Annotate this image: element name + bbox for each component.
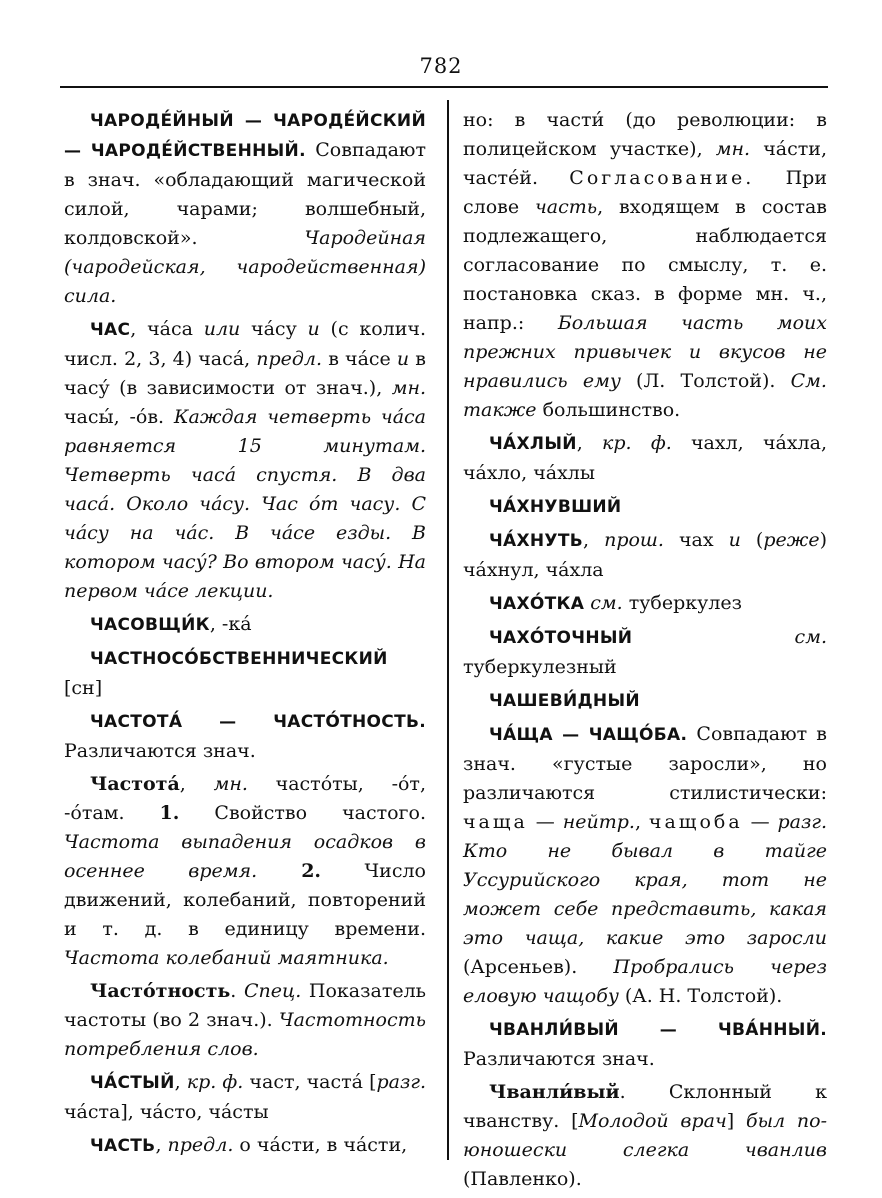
text: (Арсеньев).: [463, 956, 614, 978]
text: ,: [576, 432, 603, 454]
headword: ЧА́СТЫЙ: [90, 1073, 175, 1093]
spaced-label: Согласование.: [569, 167, 755, 189]
example: Частотность потребления слов.: [64, 1009, 426, 1060]
text: в ча́се: [322, 348, 397, 370]
text: Различаются знач.: [64, 740, 256, 762]
entry-chvanlivy: [463, 1015, 827, 1074]
entry-chastota: [64, 707, 426, 766]
text: Различаются знач.: [463, 1048, 655, 1070]
entry-chascha: [463, 720, 827, 1011]
text: большинство.: [536, 399, 681, 421]
entry-chast: [64, 1131, 426, 1161]
column-divider: [447, 100, 449, 1160]
label: см.: [632, 626, 827, 648]
entry-chas: [64, 315, 426, 606]
label: реже: [763, 529, 820, 551]
text: но: в части́ (до революции: в полицейском участке),: [463, 109, 827, 160]
label: нейтр.: [562, 811, 635, 833]
label: и: [307, 318, 320, 340]
example: Пробрались через еловую чащобу: [463, 956, 827, 1007]
headword: ЧА́ХНУВШИЙ: [489, 497, 622, 517]
headword: ЧА́ХНУТЬ: [489, 531, 583, 551]
spaced-word: чаща: [463, 811, 528, 833]
text: ча́су: [240, 318, 308, 340]
example: Частота выпадения осадков в осеннее время.: [64, 831, 426, 882]
text: —: [742, 811, 778, 833]
example: был по-юношески слегка чванлив: [463, 1110, 827, 1161]
sense-number: 2.: [257, 860, 322, 882]
label: мн.: [715, 138, 751, 160]
headword: ЧАСТНОСО́БСТВЕННИЧЕСКИЙ: [90, 649, 388, 669]
left-column: [64, 106, 426, 1165]
label: или: [203, 318, 241, 340]
label: предл.: [256, 348, 323, 370]
headword: ЧАС: [90, 320, 131, 340]
text: туберкулез: [622, 592, 742, 614]
subheadword: Чванли́вый: [489, 1081, 620, 1103]
entry-chashevidny: [463, 686, 827, 716]
text: ,: [583, 529, 605, 551]
text: , -ка́: [209, 613, 252, 635]
label: кр. ф.: [602, 432, 672, 454]
example: Каждая четверть ча́са равняется 15 минутам. Четверть часа́ спустя. В два часа́. Около ча́су. Час о́т часу. С ча́су на ча́с. В ча́се езды. В котором часу́? Во втором часу́. На первом ча́се лекции.: [64, 406, 426, 602]
text: (А. Н. Толстой).: [618, 985, 783, 1007]
entry-chasovshik: [64, 610, 426, 640]
entry-chasty: [64, 1068, 426, 1127]
text: част, часта́ [: [243, 1071, 377, 1093]
label: см.: [584, 592, 623, 614]
example: Молодой врач: [578, 1110, 727, 1132]
entry-chakhnuvshy: [463, 492, 827, 522]
label: предл.: [167, 1134, 234, 1156]
definition: Совпадают в знач. «обладающий магической силой, чарами; волшебный, колдовской».: [64, 139, 426, 249]
entry-chastnosob: [64, 644, 426, 703]
headword: ЧА́ХЛЫЙ: [489, 434, 577, 454]
text: —: [527, 811, 563, 833]
text: ) ча́хнул, ча́хла: [463, 529, 828, 581]
example: Чародейная (чародейская, чародейственная) сила.: [64, 227, 426, 307]
entry-chakhotochny: [463, 623, 827, 682]
text: ,: [179, 773, 214, 795]
text: в часу́ (в зависимости от знач.),: [64, 348, 426, 399]
entry-chakhnut: [463, 526, 827, 585]
page-number: 782: [419, 54, 463, 78]
sense-number: 1.: [159, 802, 180, 824]
entry-chastotnost-def: [64, 977, 426, 1064]
spaced-word: чащоба: [648, 811, 743, 833]
label: мн.: [391, 377, 426, 399]
entry-chastota-def: [64, 770, 426, 973]
label: прош.: [604, 529, 664, 551]
headword: ЧВАНЛИ́ВЫЙ — ЧВА́ННЫЙ.: [489, 1020, 827, 1040]
subheadword: Частота́: [90, 773, 180, 795]
text: (Павленко).: [463, 1168, 582, 1190]
text: (: [740, 529, 764, 551]
text: Показатель частоты (во 2 знач.).: [64, 980, 426, 1031]
text: .: [230, 980, 244, 1002]
text: ча́ста], ча́сто, ча́сты: [64, 1101, 269, 1123]
headword: ЧАРОДЕ́ЙНЫЙ — ЧАРОДЕ́ЙСКИЙ — ЧАРОДЕ́ЙСТВЕННЫЙ.: [64, 111, 426, 161]
headword: ЧАСТЬ: [90, 1136, 156, 1156]
headword: ЧАХО́ТОЧНЫЙ: [489, 628, 633, 648]
entry-chast-continued: [463, 106, 827, 425]
text: ,: [174, 1071, 187, 1093]
headword: ЧАСОВЩИ́К: [90, 615, 210, 635]
text: часто́ты, -о́т, -о́там.: [64, 773, 426, 824]
text: , входящем в состав подлежащего, наблюдается согласование по смыслу, т. е. постановка сказ. в форме мн. ч., напр.:: [463, 196, 827, 334]
entry-chakhotka: [463, 589, 827, 619]
label: и: [396, 348, 410, 370]
example: Большая часть моих прежних привычек и вкусов не нравились ему: [463, 312, 827, 392]
label: Спец.: [243, 980, 302, 1002]
text: ,: [155, 1134, 168, 1156]
headword: ЧА́ЩА — ЧАЩО́БА.: [489, 725, 688, 745]
text: (с колич. числ. 2, 3, 4) часа́,: [64, 318, 426, 370]
text: При слове: [463, 167, 828, 218]
entry-chvanlivy-def: [463, 1078, 827, 1194]
label: См. также: [463, 370, 827, 421]
entry-charodeyny: [64, 106, 426, 311]
text: (Л. Толстой).: [620, 370, 791, 392]
text: Число движений, колебаний, повторений и т. д. в единицу времени.: [64, 860, 426, 940]
label: часть: [534, 196, 598, 218]
headword: ЧАХО́ТКА: [489, 594, 585, 614]
entry-chakhly: [463, 429, 827, 488]
text: чах: [663, 529, 729, 551]
text: . Склонный к чванству. [: [463, 1081, 827, 1132]
subheadword: Часто́тность: [90, 980, 231, 1002]
text: туберкулезный: [463, 656, 617, 678]
text: ,: [634, 811, 649, 833]
headword: ЧАСТОТА́ — ЧАСТО́ТНОСТЬ.: [90, 712, 426, 732]
text: часы́, -о́в.: [64, 406, 174, 428]
label: мн.: [213, 773, 248, 795]
example: Частота колебаний маятника.: [64, 947, 389, 969]
text: чахл, ча́хла, ча́хло, ча́хлы: [463, 432, 827, 484]
text: Свойство частого.: [179, 802, 426, 824]
right-column: [463, 106, 827, 1198]
text: , ча́са: [130, 318, 204, 340]
label: разг.: [376, 1071, 426, 1093]
header-rule: [60, 86, 828, 88]
example: разг. Кто не бывал в тайге Уссурийского края, тот не может себе представить, какая это чаща, какие это заросли: [463, 811, 827, 949]
text: ча́сти, часте́й.: [463, 138, 827, 189]
text: о ча́сти, в ча́сти,: [233, 1134, 408, 1156]
label: и: [728, 529, 741, 551]
label: кр. ф.: [186, 1071, 244, 1093]
text: Совпадают в знач. «густые заросли», но различаются стилистически:: [463, 723, 827, 804]
text: [сн]: [64, 677, 103, 699]
headword: ЧАШЕВИ́ДНЫЙ: [489, 691, 640, 711]
text: ]: [726, 1110, 746, 1132]
